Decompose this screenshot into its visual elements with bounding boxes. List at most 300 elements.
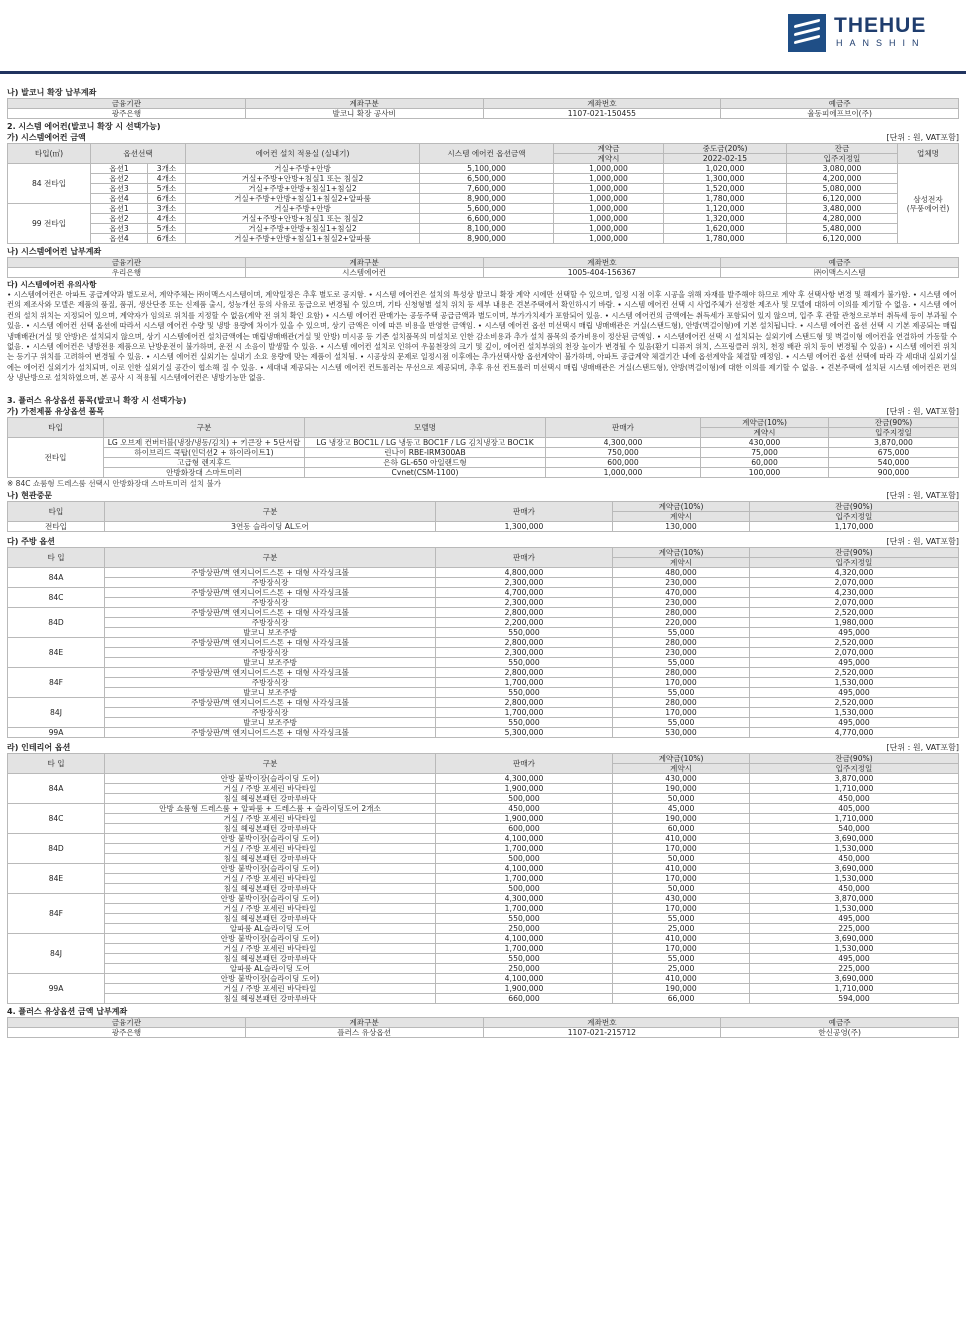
account-type: 시스템에어컨 [245, 268, 483, 278]
table-row [8, 174, 959, 184]
col-balance: 잔금(90%) [750, 754, 959, 764]
cell-deposit: 220,000 [613, 618, 750, 628]
table-row [8, 984, 959, 994]
col-vendor: 업체명 [898, 144, 959, 164]
cell-deposit: 25,000 [613, 964, 750, 974]
cell-balance: 3,870,000 [750, 774, 959, 784]
cell-balance: 225,000 [750, 924, 959, 934]
unit-label: [단위 : 원, VAT포함] [886, 537, 959, 546]
table-row [8, 708, 959, 718]
interior-option-table [7, 753, 959, 1004]
cell-option: 옵션3 [91, 184, 148, 194]
cell-category: LG 오브제 컨버터블(냉장/냉동/김치) + 키큰장 + 5단서랍 [104, 438, 305, 448]
cell-deposit: 430,000 [613, 774, 750, 784]
col-balance: 잔금(90%) [829, 418, 959, 428]
cell-category: 주방장식장 [105, 648, 436, 658]
cell-price: 4,100,000 [436, 934, 613, 944]
cell-balance: 675,000 [829, 448, 959, 458]
account-holder: ㈜이맥스시스템 [721, 268, 959, 278]
cell-price: 4,100,000 [436, 974, 613, 984]
table-row [8, 204, 959, 214]
cell-deposit: 170,000 [613, 678, 750, 688]
cell-option: 옵션2 [91, 214, 148, 224]
cell-price: 2,800,000 [436, 608, 613, 618]
cell-price: 2,300,000 [436, 648, 613, 658]
col-type: 타 입 [8, 548, 105, 568]
cell-deposit: 410,000 [613, 864, 750, 874]
cell-category: 주방장식장 [105, 708, 436, 718]
cell-balance: 4,770,000 [750, 728, 959, 738]
cell-price: 600,000 [546, 458, 701, 468]
table-row [8, 522, 959, 532]
col-option: 옵션선택 [91, 144, 186, 164]
cell-type: 전타입 [8, 522, 105, 532]
aircon-account-table [7, 257, 959, 278]
cell-price: 1,700,000 [436, 944, 613, 954]
col-category: 구분 [105, 548, 436, 568]
table-row [8, 184, 959, 194]
cell-category: 침실 헤링본패턴 강마루바닥 [105, 794, 436, 804]
cell-type: 84J [8, 698, 105, 728]
bank: 광주은행 [8, 1028, 246, 1038]
cell-balance: 540,000 [750, 824, 959, 834]
kitchen-option-table [7, 547, 959, 738]
table-row [8, 658, 959, 668]
cell-category: 침실 헤링본패턴 강마루바닥 [105, 884, 436, 894]
cell-balance: 4,230,000 [750, 588, 959, 598]
entrance-door-table [7, 501, 959, 532]
col-price: 판매가 [436, 754, 613, 774]
cell-type: 84D [8, 834, 105, 864]
aircon-notes-text: • 시스템에어컨은 아파트 공급계약과 별도로서, 계약주체는 ㈜이맥스시스템이며, 계약일정은 추후 별도로 공지함. • 시스템 에어컨은 설치의 특성상 발코니 확장 계약 시에만 선택할 수 있으며, 일정 시점 이후 시공을 위해 자재를 발주해야 하므로 계약 후 선택사항 변경 및 해제가 불가함. • 시스템 에어컨의 제조사와 모델은 제품의 품질, 품귀, 생산단종 또는 신제품 출시, 성능개선 등의 사유로 동급으로 변경될 수 있으며, 기타 신청형별 설치 위치 등 세부 내용은 견본주택에서 확인하시기 바람. • 시스템 에어컨 선택 시 사업주체가 선정한 제조사 및 모델에 대하여 이의를 제기할 수 없음. • 시스템 에어컨의 설치 위치는 지정되어 있으며, 계약자가 임의로 위치를 지정할 수 없음(계약 전 위치 확인 요함) • 시스템 에어컨 판매가는 공동주택 공급금액과 별도이며, 부가가치세가 포함되어 있음. • 시스템 에어컨의 금액에는 취득세가 포함되어 있지 않으며, 입주 후 관할 관청으로부터 취득세 등이 부과될 수 있음. • 시스템 에어컨 선택 옵션에 따라서 시스템 에어컨 수량 및 냉방 용량에 차이가 있을 수 있으며, 상기 금액은 이에 따른 비용을 반영한 금액임. • 시스템 에어컨 옵션 미선택시 매립 냉매배관은 거실(스탠드형), 안방(벽걸이형)에 기본 설치됩니다. • 시스템 에어컨 옵션 선택 시 기본 제공되는 매립 냉매배관(거실 및 안방)은 설치되지 않으며, 상기 시스템에어컨 설치금액에는 매립냉매배관(거실 및 안방) 미시공 등 기존 설치품목의 미설치로 인한 감소비용과 추가 설치 품목의 증가비용이 정산된 금액임. • 시스템에어컨 선택 시 설치되는 실외기에 스탠드형 및 벽걸이형 에어컨을 연결하여 가동할 수 없음. • 시스템 에어컨은 냉방전용 제품으로 난방운전이 불가하며, 운전 시 소음이 발생할 수 있음. • 시스템 에어컨 설치로 인하여 우물천장의 크기 및 깊이, 에어컨 설치부위의 천장 높이가 변경될 수 있음(환기 디퓨저 위치, 스프링클러 위치, 천정 배관 위치 등이 변경될 수 있음) • 시스템 에어컨 위치는 등기구 위치를 고려하여 변경될 수 있음. • 시스템 에어컨 실외기는 실내기 소요 용량에 맞는 제품이 설치됨. • 시공상의 문제로 일정시점 이후에는 추가선택사항 옵션계약이 불가하며, 아파트 공급계약 체결기간 내에 옵션계약을 체결할 예정임. • 시스템 에어컨 옵션 선택에 따라 각 세대내 실외기실에는 에어컨 실외기가 설치되며, 이로 인한 실외기실 공간이 협소해 질 수 있음. • 세대내 제공되는 시스템 에어컨 컨트롤러는 무선으로 제공되며, 추후 유선 컨트롤러 미선택시 매립 냉매배관은 거실(스탠드형), 안방(벽걸이형)에 대한 이의를 제기할 수 없음. • 견본주택에 설치된 시스템 에어컨은 편의상 냉난방으로 설치하였으며, 본 공사 시 적용될 시스템에어컨은 냉방기능만 없음. [7, 290, 957, 383]
cell-price: 5,300,000 [436, 728, 613, 738]
cell-balance: 495,000 [750, 954, 959, 964]
cell-deposit: 55,000 [613, 688, 750, 698]
balcony-account-title: 나) 발코니 확장 납부계좌 [7, 88, 97, 97]
cell-deposit: 75,000 [701, 448, 829, 458]
cell-price: 550,000 [436, 954, 613, 964]
cell-balance: 450,000 [750, 794, 959, 804]
cell-model: Cvnet(CSM-1100) [305, 468, 546, 478]
cell-price: 4,800,000 [436, 568, 613, 578]
cell-balance: 2,520,000 [750, 608, 959, 618]
brand-subtitle: HANSHIN [836, 38, 926, 48]
cell-area: 거실+주방+안방+침실1 또는 침실2 [186, 174, 420, 184]
cell-category: 거실 / 주방 포세린 바닥타일 [105, 904, 436, 914]
cell-balance: 4,280,000 [787, 214, 898, 224]
cell-option: 옵션4 [91, 234, 148, 244]
col-movein: 입주지정일 [787, 154, 898, 164]
bank: 광주은행 [8, 109, 246, 119]
cell-deposit: 170,000 [613, 844, 750, 854]
cell-deposit: 280,000 [613, 608, 750, 618]
cell-midpayment: 1,300,000 [664, 174, 787, 184]
plus-option-title: 3. 플러스 유상옵션 품목(발코니 확장 시 선택가능) [7, 396, 187, 405]
cell-category: 고급형 렌지후드 [104, 458, 305, 468]
cell-price: 1,700,000 [436, 708, 613, 718]
cell-midpayment: 1,520,000 [664, 184, 787, 194]
col-balance: 잔금 [787, 144, 898, 154]
document-body [7, 87, 959, 1038]
unit-label: [단위 : 원, VAT포함] [886, 133, 959, 142]
cell-balance: 495,000 [750, 688, 959, 698]
cell-type: 84C [8, 804, 105, 834]
table-row [8, 854, 959, 864]
table-row [8, 598, 959, 608]
cell-price: 4,100,000 [436, 864, 613, 874]
cell-price: 550,000 [436, 628, 613, 638]
unit-label: [단위 : 원, VAT포함] [886, 743, 959, 752]
table-row [8, 814, 959, 824]
cell-balance: 4,200,000 [787, 174, 898, 184]
cell-balance: 225,000 [750, 964, 959, 974]
cell-price: 4,300,000 [436, 894, 613, 904]
table-row [8, 964, 959, 974]
cell-deposit: 60,000 [613, 824, 750, 834]
cell-category: 주방상판/벽 엔지니어드스톤 + 대형 사각싱크볼 [105, 668, 436, 678]
cell-type: 84J [8, 934, 105, 974]
cell-deposit: 50,000 [613, 854, 750, 864]
cell-price: 8,900,000 [420, 194, 554, 204]
cell-type: 84F [8, 668, 105, 698]
col-holder: 예금주 [721, 258, 959, 268]
cell-type: 84F [8, 894, 105, 934]
col-contract: 계약시 [701, 428, 829, 438]
cell-category: 안방화장대 스마트미러 [104, 468, 305, 478]
cell-deposit: 430,000 [701, 438, 829, 448]
cell-count: 5개소 [148, 184, 186, 194]
cell-deposit: 50,000 [613, 794, 750, 804]
table-row [8, 864, 959, 874]
col-price: 판매가 [436, 502, 613, 522]
cell-price: 250,000 [436, 964, 613, 974]
cell-area: 거실+주방+안방+침실1 또는 침실2 [186, 214, 420, 224]
cell-category: 안방 붙박이장(슬라이딩 도어) [105, 834, 436, 844]
unit-label: [단위 : 원, VAT포함] [886, 407, 959, 416]
cell-deposit: 1,000,000 [554, 204, 664, 214]
cell-category: 주방장식장 [105, 578, 436, 588]
col-bank: 금융기관 [8, 99, 246, 109]
cell-balance: 2,520,000 [750, 698, 959, 708]
cell-deposit: 100,000 [701, 468, 829, 478]
cell-deposit: 190,000 [613, 814, 750, 824]
cell-area: 거실+주방+안방+침실1+침실2 [186, 224, 420, 234]
col-type: 타입 [8, 418, 104, 438]
account-holder: 한신공영(주) [721, 1028, 959, 1038]
cell-balance: 495,000 [750, 718, 959, 728]
table-row [8, 954, 959, 964]
table-row [8, 618, 959, 628]
col-type: 타입(㎡) [8, 144, 91, 164]
cell-price: 1,900,000 [436, 984, 613, 994]
col-holder: 예금주 [721, 1018, 959, 1028]
col-balance: 잔금(90%) [750, 502, 959, 512]
table-row [8, 824, 959, 834]
col-price: 판매가 [546, 418, 701, 438]
cell-deposit: 230,000 [613, 598, 750, 608]
cell-price: 5,600,000 [420, 204, 554, 214]
col-area: 에어컨 설치 적용실 (실내기) [186, 144, 420, 164]
col-account-number: 계좌번호 [483, 258, 721, 268]
table-row [8, 648, 959, 658]
cell-category: 안방 붙박이장(슬라이딩 도어) [105, 894, 436, 904]
cell-model: LG 냉장고 BOC1L / LG 냉동고 BOC1F / LG 김치냉장고 BOC1K [305, 438, 546, 448]
cell-deposit: 55,000 [613, 718, 750, 728]
entrance-door-title: 나) 현관중문 [7, 491, 53, 500]
cell-category: 거실 / 주방 포세린 바닥타일 [105, 814, 436, 824]
col-contract: 계약시 [613, 512, 750, 522]
cell-deposit: 170,000 [613, 904, 750, 914]
cell-category: 하이브리드 쿡탑(인덕션2 + 하이라이트1) [104, 448, 305, 458]
cell-deposit: 1,000,000 [554, 174, 664, 184]
cell-price: 550,000 [436, 658, 613, 668]
col-bank: 금융기관 [8, 1018, 246, 1028]
cell-category: 주방상판/벽 엔지니어드스톤 + 대형 사각싱크볼 [105, 728, 436, 738]
aircon-price-table [7, 143, 959, 244]
cell-balance: 2,520,000 [750, 668, 959, 678]
col-account-type: 계좌구분 [245, 258, 483, 268]
cell-midpayment: 1,320,000 [664, 214, 787, 224]
cell-deposit: 190,000 [613, 784, 750, 794]
cell-price: 5,100,000 [420, 164, 554, 174]
cell-midpayment: 1,780,000 [664, 234, 787, 244]
cell-price: 500,000 [436, 854, 613, 864]
col-type: 타입 [8, 502, 105, 522]
cell-count: 5개소 [148, 224, 186, 234]
table-row [8, 834, 959, 844]
cell-balance: 1,170,000 [750, 522, 959, 532]
table-row [8, 668, 959, 678]
cell-price: 8,900,000 [420, 234, 554, 244]
col-midpayment: 중도금(20%) [664, 144, 787, 154]
cell-price: 250,000 [436, 924, 613, 934]
cell-midpayment: 1,120,000 [664, 204, 787, 214]
cell-price: 550,000 [436, 718, 613, 728]
col-movein: 입주지정일 [829, 428, 959, 438]
col-account-number: 계좌번호 [483, 99, 721, 109]
table-row [8, 578, 959, 588]
cell-balance: 1,530,000 [750, 844, 959, 854]
cell-category: 거실 / 주방 포세린 바닥타일 [105, 784, 436, 794]
cell-category: 주방상판/벽 엔지니어드스톤 + 대형 사각싱크볼 [105, 638, 436, 648]
cell-deposit: 55,000 [613, 658, 750, 668]
table-row [8, 458, 959, 468]
cell-price: 4,300,000 [546, 438, 701, 448]
cell-balance: 495,000 [750, 658, 959, 668]
cell-deposit: 1,000,000 [554, 234, 664, 244]
cell-price: 2,300,000 [436, 578, 613, 588]
plus-account-table [7, 1017, 959, 1038]
brand-title: THEHUE [834, 14, 927, 37]
col-holder: 예금주 [721, 99, 959, 109]
cell-option: 옵션3 [91, 224, 148, 234]
account-number: 1005-404-156367 [483, 268, 721, 278]
table-row [8, 844, 959, 854]
aircon-section-title: 2. 시스템 에어컨(발코니 확장 시 선택가능) [7, 122, 161, 131]
cell-price: 2,800,000 [436, 638, 613, 648]
cell-price: 4,700,000 [436, 588, 613, 598]
col-contract: 계약시 [613, 558, 750, 568]
cell-type: 84E [8, 864, 105, 894]
cell-area: 거실+주방+안방 [186, 204, 420, 214]
cell-deposit: 1,000,000 [554, 214, 664, 224]
cell-category: 알파룸 AL슬라이딩 도어 [105, 924, 436, 934]
cell-balance: 495,000 [750, 914, 959, 924]
cell-deposit: 410,000 [613, 974, 750, 984]
cell-price: 2,800,000 [436, 698, 613, 708]
table-row [8, 904, 959, 914]
cell-category: 침실 헤링본패턴 강마루바닥 [105, 824, 436, 834]
cell-balance: 3,480,000 [787, 204, 898, 214]
col-account-number: 계좌번호 [483, 1018, 721, 1028]
table-row [8, 884, 959, 894]
cell-balance: 1,980,000 [750, 618, 959, 628]
cell-vendor [898, 164, 959, 244]
cell-price: 2,800,000 [436, 668, 613, 678]
cell-price: 550,000 [436, 914, 613, 924]
cell-count: 4개소 [148, 214, 186, 224]
table-row [8, 214, 959, 224]
cell-option: 옵션1 [91, 164, 148, 174]
cell-area: 거실+주방+안방+침실1+침실2+알파룸 [186, 234, 420, 244]
table-row [8, 234, 959, 244]
cell-category: 주방장식장 [105, 598, 436, 608]
cell-type: 99 전타입 [8, 204, 91, 244]
table-row [8, 914, 959, 924]
cell-price: 2,200,000 [436, 618, 613, 628]
cell-balance: 594,000 [750, 994, 959, 1004]
cell-balance: 1,530,000 [750, 678, 959, 688]
cell-price: 7,600,000 [420, 184, 554, 194]
cell-model: 린나이 RBE-IRM300AB [305, 448, 546, 458]
col-deposit: 계약금(10%) [613, 754, 750, 764]
cell-deposit: 230,000 [613, 648, 750, 658]
cell-price: 8,100,000 [420, 224, 554, 234]
cell-price: 1,000,000 [546, 468, 701, 478]
cell-category: 발코니 보조주방 [105, 688, 436, 698]
cell-model: 은하 GL-650 아일랜드형 [305, 458, 546, 468]
cell-category: 거실 / 주방 포세린 바닥타일 [105, 944, 436, 954]
cell-deposit: 45,000 [613, 804, 750, 814]
cell-type: 84C [8, 588, 105, 608]
cell-price: 6,600,000 [420, 214, 554, 224]
cell-deposit: 230,000 [613, 578, 750, 588]
plus-account-title: 4. 플러스 유상옵션 금액 납부계좌 [7, 1007, 128, 1016]
appliance-option-title: 가) 가전제품 유상옵션 품목 [7, 407, 105, 416]
balcony-account-table [7, 98, 959, 119]
cell-balance: 6,120,000 [787, 194, 898, 204]
cell-category: 주방상판/벽 엔지니어드스톤 + 대형 사각싱크볼 [105, 568, 436, 578]
cell-price: 1,300,000 [436, 522, 613, 532]
table-row [8, 164, 959, 174]
appliance-note: ※ 84C 쇼룸형 드레스룸 선택시 안방화장대 스마트미러 설치 불가 [7, 479, 222, 488]
col-deposit: 계약금(10%) [701, 418, 829, 428]
cell-balance: 2,520,000 [750, 638, 959, 648]
table-row [8, 994, 959, 1004]
cell-area: 거실+주방+안방+침실1+침실2+알파룸 [186, 194, 420, 204]
cell-category: 안방 쇼룸형 드레스룸 + 알파룸 + 드레스룸 + 슬라이딩도어 2개소 [105, 804, 436, 814]
cell-deposit: 170,000 [613, 944, 750, 954]
cell-price: 750,000 [546, 448, 701, 458]
col-price: 시스템 에어컨 옵션금액 [420, 144, 554, 164]
cell-category: 주방상판/벽 엔지니어드스톤 + 대형 사각싱크볼 [105, 608, 436, 618]
cell-category: 주방상판/벽 엔지니어드스톤 + 대형 사각싱크볼 [105, 698, 436, 708]
cell-deposit: 530,000 [613, 728, 750, 738]
cell-balance: 2,070,000 [750, 598, 959, 608]
col-type: 타 입 [8, 754, 105, 774]
table-row [8, 438, 959, 448]
cell-type: 전타입 [8, 438, 104, 478]
cell-category: 발코니 보조주방 [105, 658, 436, 668]
cell-balance: 1,530,000 [750, 904, 959, 914]
col-account-type: 계좌구분 [245, 1018, 483, 1028]
col-price: 판매가 [436, 548, 613, 568]
unit-label: [단위 : 원, VAT포함] [886, 491, 959, 500]
table-row [8, 568, 959, 578]
cell-type: 84 전타입 [8, 164, 91, 204]
cell-category: 주방장식장 [105, 618, 436, 628]
table-row [8, 924, 959, 934]
cell-balance: 5,480,000 [787, 224, 898, 234]
cell-price: 660,000 [436, 994, 613, 1004]
cell-type: 84A [8, 774, 105, 804]
col-deposit: 계약금(10%) [613, 502, 750, 512]
cell-deposit: 25,000 [613, 924, 750, 934]
cell-price: 1,900,000 [436, 814, 613, 824]
col-deposit: 계약금(10%) [613, 548, 750, 558]
cell-balance: 1,530,000 [750, 874, 959, 884]
cell-category: 침실 헤링본패턴 강마루바닥 [105, 954, 436, 964]
aircon-price-title: 가) 시스템에어컨 금액 [7, 133, 86, 142]
cell-category: 발코니 보조주방 [105, 628, 436, 638]
table-row [8, 448, 959, 458]
cell-balance: 540,000 [829, 458, 959, 468]
cell-balance: 3,690,000 [750, 934, 959, 944]
cell-count: 3개소 [148, 204, 186, 214]
table-row [8, 944, 959, 954]
cell-deposit: 280,000 [613, 698, 750, 708]
table-row [8, 194, 959, 204]
cell-price: 1,900,000 [436, 784, 613, 794]
cell-deposit: 280,000 [613, 638, 750, 648]
table-row [8, 974, 959, 984]
cell-count: 6개소 [148, 234, 186, 244]
cell-deposit: 50,000 [613, 884, 750, 894]
account-number: 1107-021-150455 [483, 109, 721, 119]
col-category: 구분 [104, 418, 305, 438]
cell-type: 99A [8, 974, 105, 1004]
cell-balance: 450,000 [750, 884, 959, 894]
table-row [8, 804, 959, 814]
cell-price: 500,000 [436, 884, 613, 894]
table-row [8, 638, 959, 648]
cell-balance: 1,710,000 [750, 784, 959, 794]
cell-deposit: 1,000,000 [554, 224, 664, 234]
cell-balance: 1,710,000 [750, 814, 959, 824]
account-type: 플러스 유상옵션 [245, 1028, 483, 1038]
table-row [8, 874, 959, 884]
cell-balance: 3,870,000 [829, 438, 959, 448]
cell-balance: 6,120,000 [787, 234, 898, 244]
cell-area: 거실+주방+안방 [186, 164, 420, 174]
table-row [8, 678, 959, 688]
account-type: 발코니 확장 공사비 [245, 109, 483, 119]
cell-balance: 1,710,000 [750, 984, 959, 994]
cell-price: 1,700,000 [436, 844, 613, 854]
col-contract: 계약시 [554, 154, 664, 164]
cell-option: 옵션1 [91, 204, 148, 214]
cell-balance: 4,320,000 [750, 568, 959, 578]
